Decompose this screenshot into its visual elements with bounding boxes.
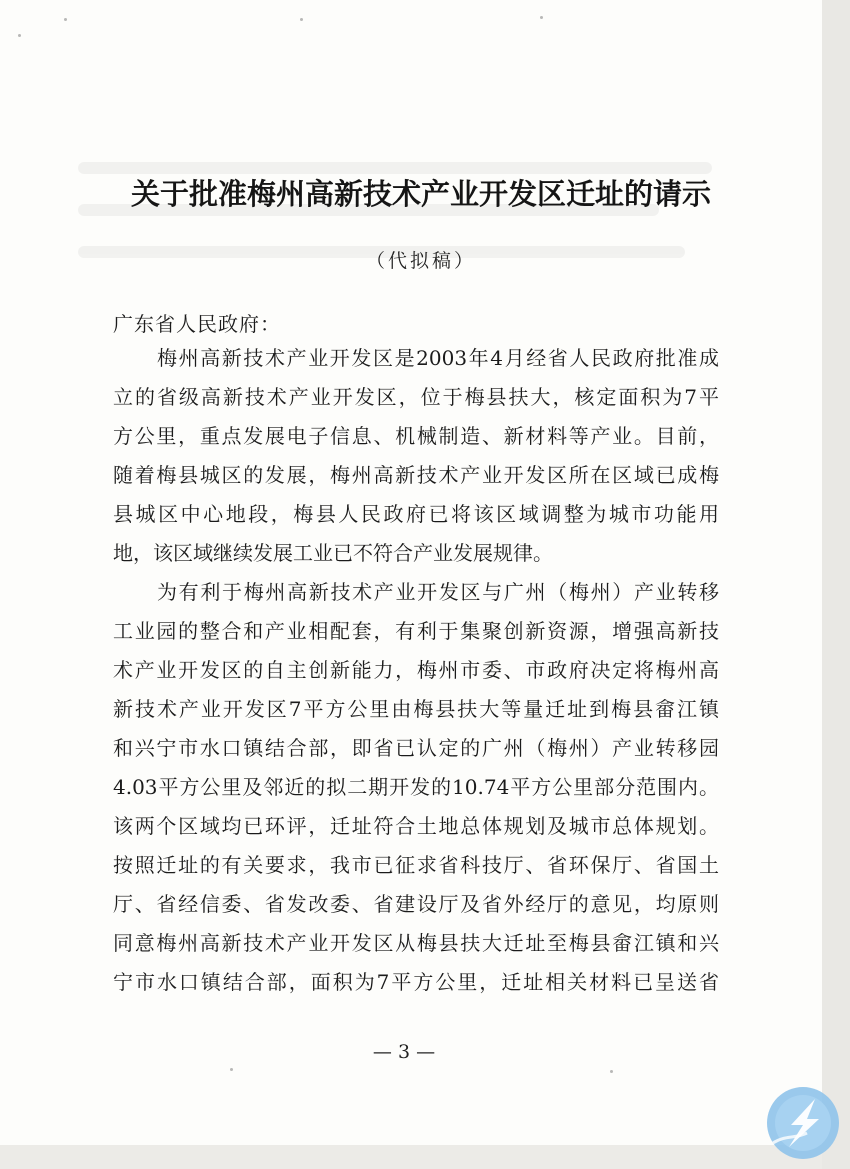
body-line: 同意梅州高新技术产业开发区从梅县扶大迁址至梅县畲江镇和兴 (113, 931, 719, 955)
scan-speck (610, 1070, 613, 1073)
scan-speck (64, 18, 67, 21)
body-line: 县城区中心地段，梅县人民政府已将该区域调整为城市功能用 (113, 502, 719, 526)
body-line: 按照迁址的有关要求，我市已征求省科技厅、省环保厅、省国土 (113, 853, 719, 877)
document-title: 关于批准梅州高新技术产业开发区迁址的请示 (130, 177, 711, 211)
document-subtitle: （代拟稿） (365, 250, 476, 272)
body-line: 梅州高新技术产业开发区是2003年4月经省人民政府批准成 (157, 346, 719, 370)
body-line: 宁市水口镇结合部，面积为7平方公里，迁址相关材料已呈送省 (113, 970, 719, 994)
salutation: 广东省人民政府： (113, 312, 281, 336)
body-line: 工业园的整合和产业相配套，有利于集聚创新资源，增强高新技 (113, 619, 719, 643)
body-line: 随着梅县城区的发展，梅州高新技术产业开发区所在区域已成梅 (113, 463, 719, 487)
body-line: 新技术产业开发区7平方公里由梅县扶大等量迁址到梅县畲江镇 (113, 697, 719, 721)
scan-margin-bottom (0, 1145, 822, 1169)
lightning-logo-icon (765, 1085, 841, 1161)
body-line: 4.03平方公里及邻近的拟二期开发的10.74平方公里部分范围内。 (113, 775, 719, 799)
scan-margin-right (822, 0, 850, 1169)
page-number: — 3 — (372, 1041, 436, 1063)
body-line: 立的省级高新技术产业开发区，位于梅县扶大，核定面积为7平 (113, 385, 719, 409)
scan-speck (540, 16, 543, 19)
body-line: 和兴宁市水口镇结合部，即省已认定的广州（梅州）产业转移园 (113, 736, 719, 760)
scan-speck (18, 34, 21, 37)
scan-speck (300, 18, 303, 21)
body-line: 地，该区域继续发展工业已不符合产业发展规律。 (113, 541, 553, 565)
body-line: 术产业开发区的自主创新能力，梅州市委、市政府决定将梅州高 (113, 658, 719, 682)
body-line: 方公里，重点发展电子信息、机械制造、新材料等产业。目前， (113, 424, 719, 448)
body-line: 厅、省经信委、省发改委、省建设厅及省外经厅的意见，均原则 (113, 892, 719, 916)
scan-speck (230, 1068, 233, 1071)
body-line: 该两个区域均已环评，迁址符合土地总体规划及城市总体规划。 (113, 814, 719, 838)
body-line: 为有利于梅州高新技术产业开发区与广州（梅州）产业转移 (157, 580, 719, 604)
